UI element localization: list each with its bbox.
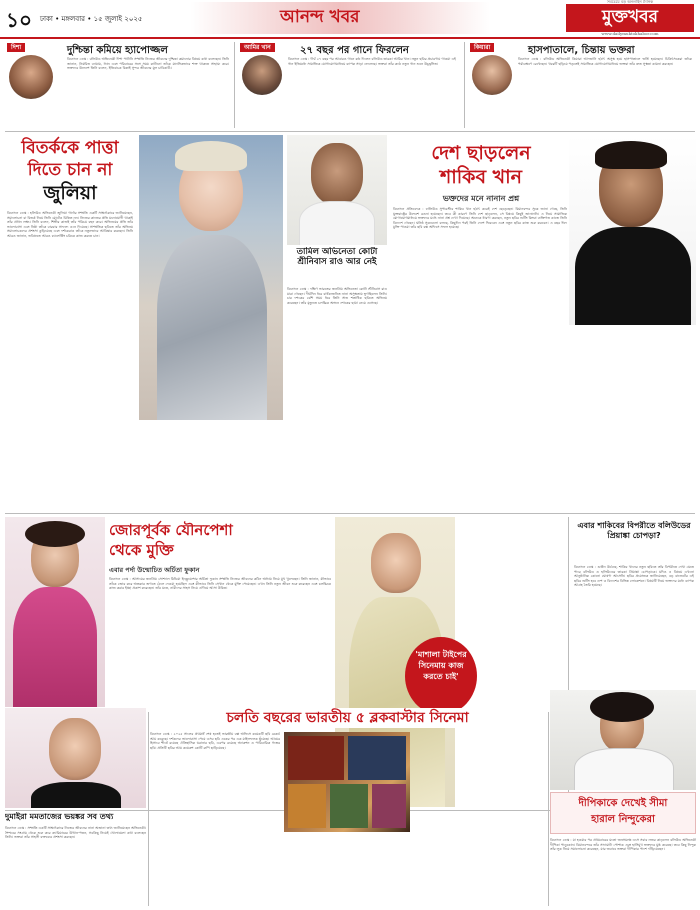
story-mehazabien[interactable] [5, 708, 146, 906]
blockbuster-poster-collage [284, 732, 410, 832]
story-julia[interactable] [5, 135, 283, 510]
brand-logo[interactable]: মুক্তখবর [566, 4, 694, 32]
mehazabien-headline[interactable]: দুমাইরা মমতাজের ভয়ঙ্কর সব তথ্য [5, 812, 114, 821]
column-divider [464, 42, 465, 128]
kota-photo [287, 135, 387, 245]
kiara-thumbnail [472, 55, 512, 95]
shakib-subhead: ভক্তদের মনে নানান প্রশ্ন [442, 194, 520, 203]
story-headline[interactable]: হাসপাতালে, চিন্তায় ভক্তরা [528, 45, 635, 56]
column-divider [148, 712, 149, 906]
deepika-body: বিনোদন ডেস্ক : মা হওয়ার পর প্রথমবারের মতো জনসমক্ষে এসে সবার নজর কাড়লেন বলিউড অভিনেত্রী দীপিকা পাড়ুকোন। বিমানবন্দরে তাঁর সাদামাটা পোশাক এবং হাসিমুখ ভক্তদের মুগ্ধ করেছে। তবে কিছু নিন্দুক তাঁর লুক নিয়ে সমালোচনা করেছেন, যার জবাবে ভক্তরা দীপিকার পাশে দাঁড়িয়েছেন। [550, 838, 696, 852]
masthead [0, 0, 700, 36]
priyanka-headline[interactable]: এবার শাকিবের বিপরীতে বলিউডের প্রিয়াঙ্কা চোপড়া? [577, 521, 691, 540]
kota-headline[interactable]: তামিল অভিনেতা কোটা শ্রীনিবাস রাও আর নেই [296, 247, 378, 267]
deepika-headline-box [550, 792, 696, 834]
story-tag: আমির খান [240, 43, 275, 52]
shakib-body: বিনোদন প্রতিবেদক : ঢালিউড সুপারস্টার শাকিব খান হঠাৎ করেই দেশ ছেড়েছেন। বিমানবন্দর সূত্রে জানা গেছে, তিনি যুক্তরাষ্ট্রের উদ্দেশে রওনা হয়েছেন। তবে কী কারণে তিনি দেশ ছাড়লেন, সে বিষয়ে কিছুই জানাননি। এ নিয়ে সামাজিক যোগাযোগমাধ্যমে ভক্তদের মধ্যে নানা প্রশ্ন দেখা দিয়েছে। অনেকে ধারণা করছেন, নতুন ছবির শুটিং কিংবা ব্যক্তিগত কাজে তিনি বিদেশে গেছেন। ঘনিষ্ঠ সূত্রগুলো বলছে, কিছুদিন পরই তিনি দেশে ফিরবেন এবং নতুন ছবির কাজ শুরু করবেন। এ বছর ঈদে মুক্তি পাওয়া তাঁর ছবি বক্স অফিসে সফল হয়েছে। [393, 207, 567, 230]
masala-subhead: এবার পর্দা উন্মোচিত অর্চিতা ফুকান [109, 566, 200, 574]
story-body: বিনোদন ডেস্ক : বলিউড অভিনেত্রী দিশা পাটানি সম্প্রতি নিজের জীবনের দুশ্চিন্তা কমানোর বিষয়ে কথা বলেছেন। তিনি জানান, নিয়মিত ব্যায়াম, ধ্যান এবং পরিবারের সঙ্গে সময় কাটানো তাঁকে মানসিকভাবে শক্ত থাকতে সাহায্য করে। ভক্তদের উদ্দেশে তিনি বলেন, ইতিবাচক চিন্তাই সুন্দর জীবনের মূল চাবিকাঠি। [67, 57, 229, 71]
story-aamir[interactable] [238, 41, 460, 129]
deepika-headline-2[interactable]: হারাল নিন্দুকেরা [591, 814, 655, 825]
dateline: ঢাকা • মঙ্গলবার • ১৫ জুলাই ২০২৫ [40, 15, 143, 23]
story-disha[interactable] [5, 41, 230, 129]
shakib-body-continued [571, 329, 695, 507]
story-tag: কিয়ারা [470, 43, 494, 52]
julia-body: বিনোদন ডেস্ক : হলিউড অভিনেত্রী জুলিয়া গার্নার সম্প্রতি একটি সাক্ষাৎকারে জানিয়েছেন, সমালোচনা বা বিতর্ক নিয়ে তিনি মোটেও চিন্তিত নন। নিজের কাজের প্রতি মনোযোগী থাকাই তাঁর প্রধান লক্ষ্য। তিনি বলেন, শিল্পীর কাজই তাঁর পরিচয় বহন করে। অভিনয়ের প্রতি তাঁর ভালোবাসা এবং নিষ্ঠা তাঁকে বারবার সাফল্য এনে দিয়েছে। সাম্প্রতিক ছবিতে তাঁর অভিনয় সমালোচকদের প্রশংসা কুড়িয়েছে এবং দর্শকেরাও তাঁকে নতুনভাবে আবিষ্কার করছেন। তিনি আরও জানান, ভবিষ্যতে আরও চ্যালেঞ্জিং চরিত্রে কাজ করতে চান। [7, 211, 133, 238]
section-divider [5, 131, 695, 132]
disha-thumbnail [9, 55, 53, 99]
aamir-thumbnail [242, 55, 282, 95]
story-kiara[interactable] [468, 41, 696, 129]
masala-quote-badge: 'মাশালা টাইপের সিনেমায় কাজ করতে চাই' [405, 637, 477, 715]
mehazabien-photo [5, 708, 146, 808]
mehazabien-body: বিনোদন ডেস্ক : সম্প্রতি একটি সাক্ষাৎকারে নিজের জীবনের নানা অজানা তথ্য জানিয়েছেন অভিনেত্রী। শৈশবের সংগ্রাম থেকে শুরু করে ক্যারিয়ারের উত্থান-পতন, সবকিছু নিয়েই খোলামেলা কথা বলেছেন তিনি। ভক্তরা তাঁর সাহসী বক্তব্যের প্রশংসা করছেন। [5, 826, 146, 840]
brand-url[interactable]: www.dailymuktokhabor.com [601, 31, 659, 36]
julia-headline-1[interactable]: বিতর্ককে পাত্তা [21, 138, 119, 158]
story-headline[interactable]: দুশ্চিন্তা কমিয়ে হ্যাপোজ্জল [67, 45, 168, 56]
deepika-headline-1[interactable]: দীপিকাকে দেখেই সীমা [578, 798, 668, 809]
masala-body: বিনোদন ডেস্ক : আসামের জনপ্রিয় সোশ্যাল মিডিয়া ইনফ্লুয়েন্সার অর্চিতা ফুকান সম্প্রতি নিজের জীবনের কঠিন অধ্যায় নিয়ে মুখ খুলেছেন। তিনি জানান, কীভাবে তাঁকে জোর করে অন্ধকার জগতে ঠেলে দেওয়া হয়েছিল এবং কীভাবে তিনি সেখান থেকে মুক্তি পেয়েছেন। এখন তিনি নতুন জীবন শুরু করেছেন এবং চলচ্চিত্রে কাজ করার ইচ্ছা প্রকাশ করেছেন। তাঁর মতে, নারীদের সাহস নিয়ে এগিয়ে আসা উচিত। [109, 577, 331, 591]
blockbuster-body: বিনোদন ডেস্ক : ২০২৫ সালের প্রথমার্ধ শেষ হতেই ভারতীয় বক্স অফিসে কয়েকটি ছবি রেকর্ড আয় করেছে। দর্শকদের ভালোবাসা পেয়ে এসব ছবি একের পর এক মাইলফলক ছুঁয়েছে। আয়ের হিসাবে শীর্ষে রয়েছে ঐতিহাসিক ঘরানার ছবি, এরপর রয়েছে অ্যাকশন ও পারিবারিক গল্পের ছবি। প্রতিটি ছবির আয় কয়েকশ কোটি রুপি ছাড়িয়েছে। [150, 732, 280, 750]
julia-headline-2[interactable]: দিতে চান না [27, 160, 113, 180]
julia-headline-3[interactable]: জুলিয়া [43, 182, 97, 204]
blockbuster-body-continued [284, 836, 410, 904]
kota-body: বিনোদন ডেস্ক : দক্ষিণ ভারতের জনপ্রিয় অভিনেতা কোটা শ্রীনিবাস রাও মারা গেছেন। দীর্ঘদিন ধরে বার্ধক্যজনিত নানা অসুস্থতায় ভুগছিলেন তিনি। চার দশকের বেশি সময় ধরে তিনি সাত শতাধিক ছবিতে অভিনয় করেছেন। তাঁর মৃত্যুতে চলচ্চিত্র অঙ্গনে শোকের ছায়া নেমে এসেছে। [287, 287, 387, 305]
story-body: বিনোদন ডেস্ক : দীর্ঘ ২৭ বছর পর আবারও গানে কণ্ঠ দিলেন বলিউড তারকা আমির খান। নতুন ছবির প্রচারণায় গাওয়া এই গান ইতিমধ্যে সামাজিক যোগাযোগমাধ্যমে ব্যাপক সাড়া ফেলেছে। ভক্তরা তাঁর কণ্ঠে নতুন গান শুনে উচ্ছ্বসিত। [288, 57, 456, 66]
deepika-photo [550, 690, 696, 790]
priyanka-body: বিনোদন ডেস্ক : গুঞ্জন উঠেছে, শাকিব খানের নতুন ছবিতে তাঁর বিপরীতে দেখা যেতে পারে বলিউড ও হলিউডের তারকা প্রিয়াঙ্কা চোপড়াকে। যদিও এ বিষয়ে এখনো আনুষ্ঠানিক কোনো ঘোষণা আসেনি। ছবির প্রযোজক জানিয়েছেন, বড় বাজেটের এই ছবির শুটিং হবে দেশ ও বিদেশের বিভিন্ন লোকেশনে। বিষয়টি নিয়ে ভক্তদের মধ্যে ব্যাপক আগ্রহ তৈরি হয়েছে। [574, 565, 694, 588]
section-title: আনন্দ খবর [280, 7, 360, 27]
brand-tagline: সবচেয়ে বড় অনলাইন দৈনিক [606, 0, 653, 4]
page-number: ১০ [6, 8, 32, 32]
archita-photo [5, 517, 105, 707]
story-blockbuster[interactable] [150, 708, 545, 906]
story-body: বিনোদন ডেস্ক : বলিউড অভিনেত্রী কিয়ারা আদভানি হঠাৎ অসুস্থ হয়ে হাসপাতালে ভর্তি হয়েছেন। চিকিৎসকেরা তাঁকে পর্যবেক্ষণে রেখেছেন। খবরটি ছড়িয়ে পড়তেই সামাজিক যোগাযোগমাধ্যমে ভক্তরা তাঁর দ্রুত সুস্থতা কামনা করছেন। [518, 57, 692, 66]
shakib-photo [569, 135, 696, 325]
story-headline[interactable]: ২৭ বছর পর গানে ফিরলেন [300, 45, 409, 56]
julia-body-continued [139, 423, 283, 508]
julia-photo [139, 135, 283, 420]
section-divider [5, 513, 695, 514]
story-kota[interactable] [287, 135, 387, 510]
masala-headline-2[interactable]: থেকে মুক্তি [109, 541, 174, 559]
shakib-headline-2[interactable]: শাকিব খান [440, 166, 522, 188]
story-tag: দিশা [7, 43, 25, 52]
story-shakib[interactable] [391, 135, 696, 510]
masthead-rule [0, 37, 700, 39]
story-deepika[interactable] [490, 690, 696, 906]
masala-headline-1[interactable]: জোরপূর্বক যৌনপেশা [109, 521, 233, 539]
column-divider [234, 42, 235, 128]
blockbuster-headline[interactable]: চলতি বছরের ভারতীয় ৫ ব্লকবাস্টার সিনেমা [150, 708, 545, 728]
shakib-headline-1[interactable]: দেশ ছাড়লেন [431, 142, 531, 164]
